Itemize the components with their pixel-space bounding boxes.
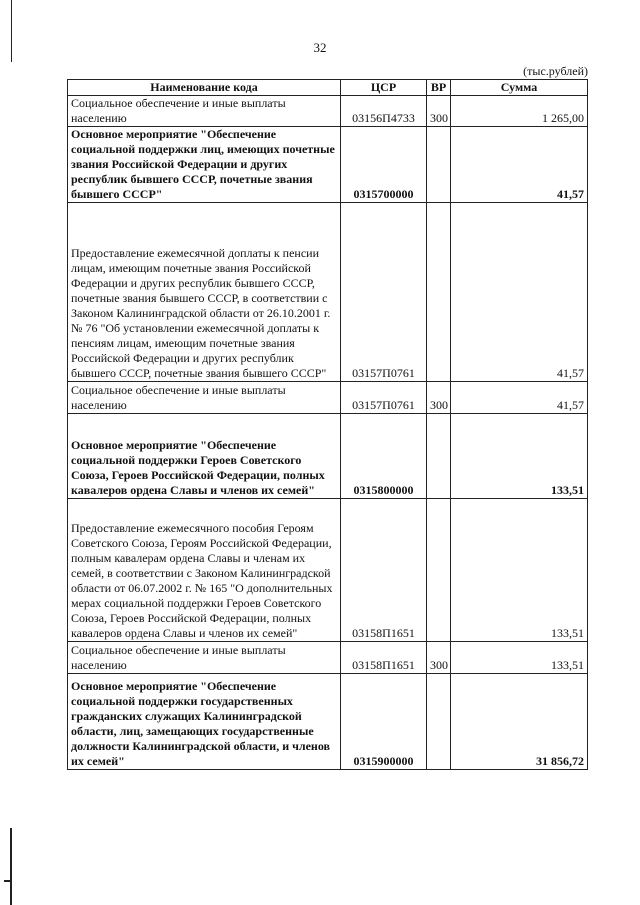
table-row [68, 127, 588, 203]
row-name: Социальное обеспечение и иные выплаты населению [68, 96, 341, 127]
row-csr: 0315900000 [341, 674, 427, 770]
row-sum: 133,51 [451, 499, 588, 642]
row-csr: 0315700000 [341, 127, 427, 203]
row-vr [427, 499, 451, 642]
header-name: Наименование кода [68, 80, 341, 96]
row-sum: 133,51 [451, 414, 588, 499]
row-sum: 31 856,72 [451, 674, 588, 770]
budget-table [67, 79, 588, 770]
scan-edge-mark [10, 828, 12, 905]
row-sum: 1 265,00 [451, 96, 588, 127]
row-csr: 03156П4733 [341, 96, 427, 127]
table-header-row [68, 80, 588, 96]
header-vr: ВР [427, 80, 451, 96]
row-name: Предоставление ежемесячного пособия Героям Советского Союза, Героям Российской Федерации, полным кавалерам ордена Славы и членам их семей, в соответствии с Законом Калининградской области от 06.07.2002 г. № 165 "О дополнительных мерах социальной поддержки Героев Советского Союза, Героев Российской Федерации, полных кавалеров ордена Славы и членов их семей" [68, 499, 341, 642]
row-name: Социальное обеспечение и иные выплаты населению [68, 382, 341, 414]
row-csr: 03158П1651 [341, 642, 427, 674]
row-vr [427, 203, 451, 382]
table-row [68, 96, 588, 127]
header-csr: ЦСР [341, 80, 427, 96]
row-name: Основное мероприятие "Обеспечение социальной поддержки Героев Советского Союза, Героев Российской Федерации, полных кавалеров ордена Славы и членов их семей" [68, 414, 341, 499]
table-row [68, 674, 588, 770]
scan-edge-mark [4, 880, 11, 882]
row-vr [427, 127, 451, 203]
row-vr [427, 414, 451, 499]
table-row [68, 414, 588, 499]
row-name: Основное мероприятие "Обеспечение социальной поддержки государственных гражданских служащих Калининградской области, лиц, замещающих государственные должности Калининградской области, и членов их семей" [68, 674, 341, 770]
table-row [68, 382, 588, 414]
row-csr: 0315800000 [341, 414, 427, 499]
table-row [68, 642, 588, 674]
table-row [68, 203, 588, 382]
row-name: Основное мероприятие "Обеспечение социальной поддержки лиц, имеющих почетные звания Российской Федерации и других республик бывшего СССР, почетные звания бывшего СССР" [68, 127, 341, 203]
row-vr [427, 674, 451, 770]
row-csr: 03157П0761 [341, 382, 427, 414]
row-name: Социальное обеспечение и иные выплаты населению [68, 642, 341, 674]
row-sum: 41,57 [451, 127, 588, 203]
header-sum: Сумма [451, 80, 588, 96]
page-number: 32 [313, 40, 327, 55]
row-sum: 133,51 [451, 642, 588, 674]
row-sum: 41,57 [451, 203, 588, 382]
row-csr: 03158П1651 [341, 499, 427, 642]
table-row [68, 499, 588, 642]
row-vr: 300 [427, 642, 451, 674]
units-label: (тыс.рублей) [523, 64, 588, 78]
row-vr: 300 [427, 96, 451, 127]
row-csr: 03157П0761 [341, 203, 427, 382]
row-vr: 300 [427, 382, 451, 414]
row-sum: 41,57 [451, 382, 588, 414]
row-name: Предоставление ежемесячной доплаты к пенсии лицам, имеющим почетные звания Российской Федерации и других республик бывшего СССР, почетные звания бывшего СССР, в соответствии с Законом Калининградской области от 26.10.2001 г. № 76 "Об установлении ежемесячной доплаты к пенсиям лицам, имеющим почетные звания Российской Федерации и других республик бывшего СССР, почетные звания бывшего СССР" [68, 203, 341, 382]
